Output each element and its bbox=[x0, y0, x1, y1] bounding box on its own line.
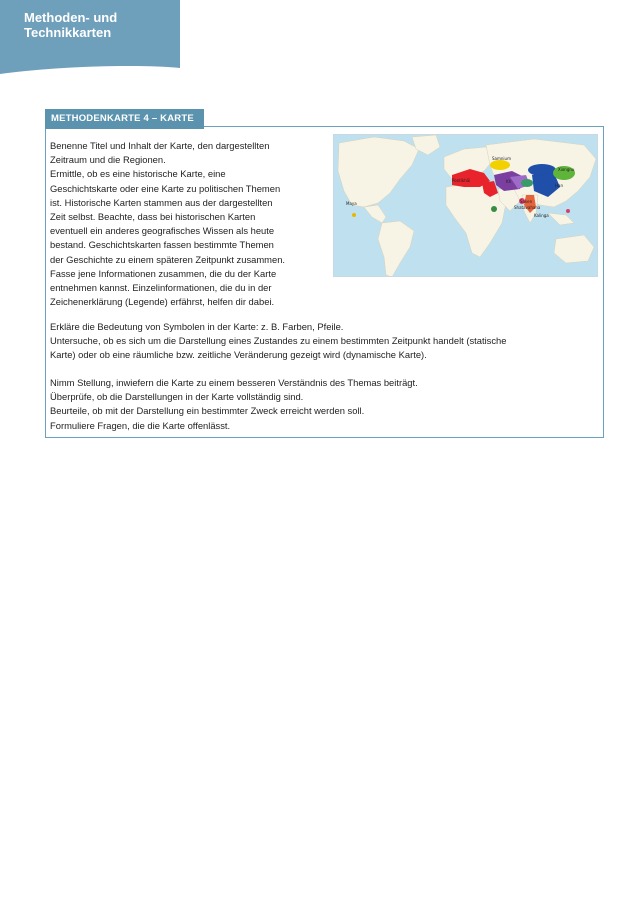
world-map-image bbox=[333, 134, 598, 277]
southeast-kingdom bbox=[566, 209, 570, 213]
text-line: bestand. Geschichtskarten fassen bestimmte Themen bbox=[50, 239, 274, 251]
aksum bbox=[491, 206, 497, 212]
map-label-kalinga: Kalinga bbox=[534, 213, 549, 218]
text-line: ist. Historische Karten stammen aus der dargestellten bbox=[50, 196, 273, 208]
text-line: Fasse jene Informationen zusammen, die du der Karte bbox=[50, 267, 277, 279]
chapter-tab bbox=[0, 0, 180, 74]
text-line: Überprüfe, ob die Darstellungen in der Karte vollständig sind. bbox=[50, 391, 304, 403]
chapter-title-line2: Technikkarten bbox=[24, 25, 112, 40]
text-line: der Geschichte zu einem späteren Zeitpunkt zusammen. bbox=[50, 253, 286, 265]
paragraph-explain bbox=[50, 320, 600, 363]
chapter-title bbox=[24, 10, 117, 40]
text-line: Erkläre die Bedeutung von Symbolen in der Karte: z. B. Farben, Pfeile. bbox=[50, 321, 344, 332]
method-card-header: METHODENKARTE 4 – KARTE bbox=[45, 109, 204, 129]
map-label-xiongnu: Xiongnu bbox=[558, 167, 575, 172]
map-label-kh: Kh bbox=[506, 179, 512, 184]
paragraph-evaluate bbox=[50, 376, 600, 433]
map-label-saken: Saken bbox=[520, 199, 533, 204]
text-line: Ermittle, ob es eine historische Karte, eine bbox=[50, 168, 226, 180]
chapter-title-line1: Methoden- und bbox=[24, 10, 118, 25]
text-line: Untersuche, ob es sich um die Darstellung eines Zustandes zu einem bestimmten Zeitpunkt handelt (statische bbox=[50, 335, 507, 347]
text-line: Formuliere Fragen, die die Karte offenlässt. bbox=[50, 419, 231, 431]
central-asia-region bbox=[521, 179, 533, 187]
text-line: Zeit selbst. Beachte, dass bei historischen Karten bbox=[50, 211, 256, 223]
text-line: Beurteile, ob mit der Darstellung ein bestimmter Zweck erreicht werden soll. bbox=[50, 405, 365, 417]
world-map bbox=[334, 135, 598, 277]
map-label-samnium: Samnium bbox=[492, 156, 511, 161]
text-line: Benenne Titel und Inhalt der Karte, den dargestellten bbox=[50, 140, 270, 151]
samnium-region bbox=[490, 160, 510, 170]
text-line: entnehmen kannst. Einzelinformationen, die du in der bbox=[50, 282, 272, 294]
maya bbox=[352, 213, 356, 217]
map-label-maya: Maya bbox=[346, 201, 357, 206]
map-label-shatavahana: Shatavahana bbox=[514, 205, 541, 210]
paragraph-describe bbox=[50, 139, 340, 309]
text-line: Zeitraum und die Regionen. bbox=[50, 154, 166, 166]
map-label-pontikhai: Pontikhäi bbox=[452, 178, 471, 183]
map-label-han: Han bbox=[555, 183, 563, 188]
text-line: Zeichenerklärung (Legende) erfährst, helfen dir dabei. bbox=[50, 296, 275, 308]
text-line: Karte) oder ob eine räumliche bzw. zeitliche Veränderung gezeigt wird (dynamische Karte). bbox=[50, 349, 427, 361]
text-line: Nimm Stellung, inwiefern die Karte zu einem besseren Verständnis des Themas beiträgt. bbox=[50, 377, 418, 388]
text-line: Geschichtskarte oder eine Karte zu politischen Themen bbox=[50, 182, 281, 194]
text-line: eventuell ein anderes geografisches Wissen als heute bbox=[50, 225, 275, 237]
